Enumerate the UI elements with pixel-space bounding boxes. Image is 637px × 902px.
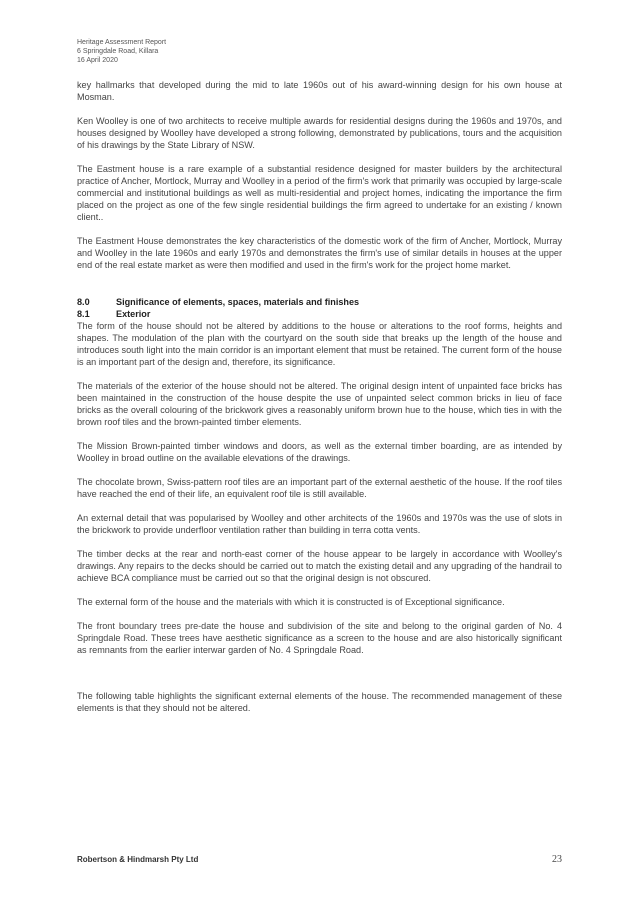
body-paragraph: An external detail that was popularised by Woolley and other architects of the 1960s and 1970s was the use of slots in the brickwork to provide underfloor ventilation rather than building in terra cotta vents. [77,513,562,535]
footer-company: Robertson & Hindmarsh Pty Ltd [77,855,199,864]
body-paragraph: The chocolate brown, Swiss-pattern roof tiles are an important part of the external aesthetic of the house. If the roof tiles have reached the end of their life, an equivalent roof tile is still available. [77,477,562,499]
subsection-heading [77,308,562,320]
header-report-title: Heritage Assessment Report [77,39,167,46]
page-header [77,38,166,65]
body-paragraph: The materials of the exterior of the house should not be altered. The original design intent of unpainted face bricks has been maintained in the construction of the house despite the use of unpainted select common bricks in lieu of face bricks as the overall colouring of the brickwork gives a reasonably uniform brown hue to the house, which ties in with the brown roof tiles and the brown-painted timber elements. [77,381,562,427]
page-body [77,79,562,714]
body-paragraph: The external form of the house and the materials with which it is constructed is of Exceptional significance. [77,597,505,607]
body-paragraph: The form of the house should not be altered by additions to the house or alterations to the roof forms, heights and shapes. The modulation of the plan with the courtyard on the south side that breaks up the length of the house and introduces south light into the main corridor is an important element that must be retained. The current form of the house is an important part of the design and, therefore, its significance. [77,321,562,367]
body-paragraph: The Mission Brown-painted timber windows and doors, as well as the external timber boarding, are as intended by Woolley in broad outline on the available elevations of the drawings. [77,441,562,463]
body-paragraph: The following table highlights the significant external elements of the house. The recommended management of these elements is that they should not be altered. [77,691,562,713]
subsection-title: Exterior [116,309,151,319]
footer-page-number: 23 [552,854,562,865]
body-paragraph: The timber decks at the rear and north-east corner of the house appear to be largely in accordance with Woolley's drawings. Any repairs to the decks should be carried out to match the existing detail and any upgrading of the handrail to achieve BCA compliance must be carried out so that the original design is not obscured. [77,549,562,583]
body-paragraph: The front boundary trees pre-date the house and subdivision of the site and belong to the original garden of No. 4 Springdale Road. These trees have aesthetic significance as a screen to the house and are also historically significant as remnants from the earlier interwar garden of No. 4 Springdale Road. [77,621,562,655]
section-title: Significance of elements, spaces, materials and finishes [116,297,360,307]
header-date: 16 April 2020 [77,57,118,64]
section-heading [77,296,562,308]
header-address: 6 Springdale Road, Killara [77,48,159,55]
body-paragraph: The Eastment House demonstrates the key characteristics of the domestic work of the firm of Ancher, Mortlock, Murray and Woolley in the late 1960s and early 1970s and demonstrates the firm's use of similar details in houses at the upper end of the real estate market as were then modified and used in the firm's work for the project home market. [77,236,562,270]
body-paragraph: The Eastment house is a rare example of a substantial residence designed for master builders by the architectural practice of Ancher, Mortlock, Murray and Woolley in a period of the firm's work that primarily was occupied by large-scale commercial and institutional buildings as well as multi-residential and project homes, indicating the importance the firm placed on the project as one of the few single residential buildings the firm agreed to undertake for an existing / known client.. [77,164,562,222]
body-paragraph: key hallmarks that developed during the mid to late 1960s out of his award-winning design for his own house at Mosman. [77,80,562,102]
body-paragraph: Ken Woolley is one of two architects to receive multiple awards for residential designs during the 1960s and 1970s, and houses designed by Woolley have developed a strong following, demonstrated by publications, tours and the acquisition of his drawings by the State Library of NSW. [77,116,562,150]
subsection-number: 8.1 [77,309,90,319]
section-number: 8.0 [77,297,90,307]
